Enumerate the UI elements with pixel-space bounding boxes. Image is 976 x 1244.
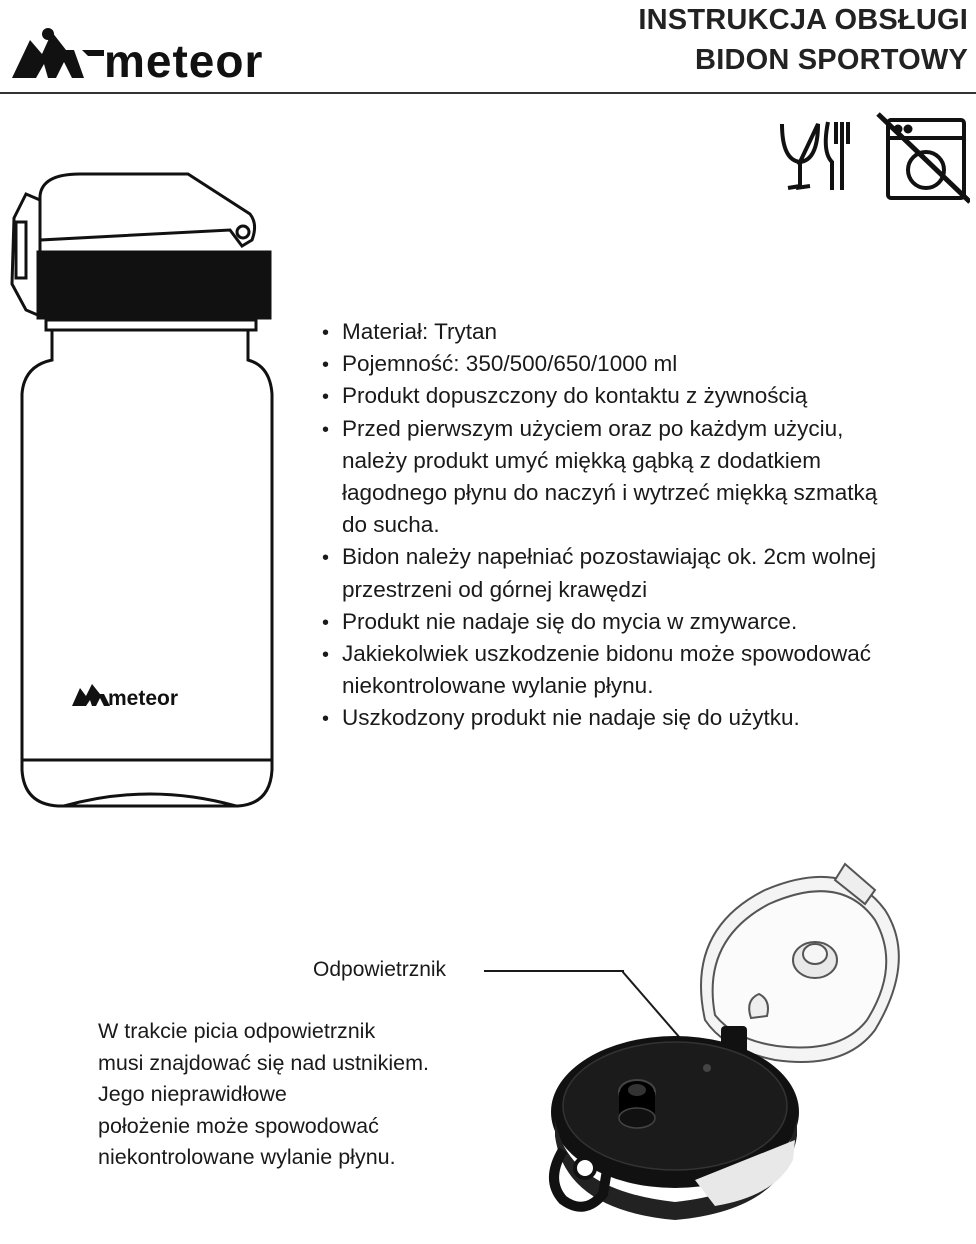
vent-hole [703, 1064, 711, 1072]
list-item: • Uszkodzony produkt nie nadaje się do użytku. [318, 702, 976, 734]
logo-wordmark: meteor [104, 35, 264, 87]
manual-title: INSTRUKCJA OBSŁUGI [638, 4, 968, 36]
list-item: • Jakiekolwiek uszkodzenie bidonu może spowodować niekontrolowane wylanie płynu. [318, 638, 976, 702]
bottle-logo-mark-icon [72, 684, 110, 706]
no-dishwasher-icon [878, 114, 970, 202]
feature-list [318, 316, 976, 735]
note-line: musi znajdować się nad ustnikiem. [98, 1050, 430, 1075]
list-item: • Bidon należy napełniać pozostawiając ok. 2cm wolnej przestrzeni od górnej krawędzi [318, 541, 907, 605]
note-line: niekontrolowane wylanie płynu. [98, 1145, 396, 1169]
list-item: • Pojemność: 350/500/650/1000 ml [318, 348, 976, 380]
vent-note [98, 1016, 528, 1174]
note-line: położenie może spowodować [98, 1113, 379, 1138]
list-item: • Materiał: Trytan [318, 316, 976, 348]
list-item: • Produkt nie nadaje się do mycia w zmywarce. [318, 606, 976, 638]
product-title: BIDON SPORTOWY [695, 44, 968, 76]
bottle-illustration [0, 160, 300, 820]
note-line: Jego nieprawidłowe [98, 1082, 287, 1106]
cap-illustration [545, 850, 965, 1230]
note-line: W trakcie picia odpowietrznik [98, 1019, 376, 1043]
brand-logo [8, 20, 338, 90]
header-divider [0, 92, 976, 94]
food-safe-icon [782, 122, 848, 190]
list-item: • Produkt dopuszczony do kontaktu z żywnością [318, 380, 976, 412]
logo-mark-icon [12, 28, 104, 78]
vent-label: Odpowietrznik [313, 958, 447, 981]
list-item: • Przed pierwszym użyciem oraz po każdym użyciu, należy produkt umyć miękką gąbką z dodatkiem łagodnego płynu do naczyń i wytrzeć miękką szmatką do sucha. [318, 413, 907, 542]
bottle-logo-wordmark: meteor [108, 687, 179, 710]
care-icons [770, 110, 970, 205]
